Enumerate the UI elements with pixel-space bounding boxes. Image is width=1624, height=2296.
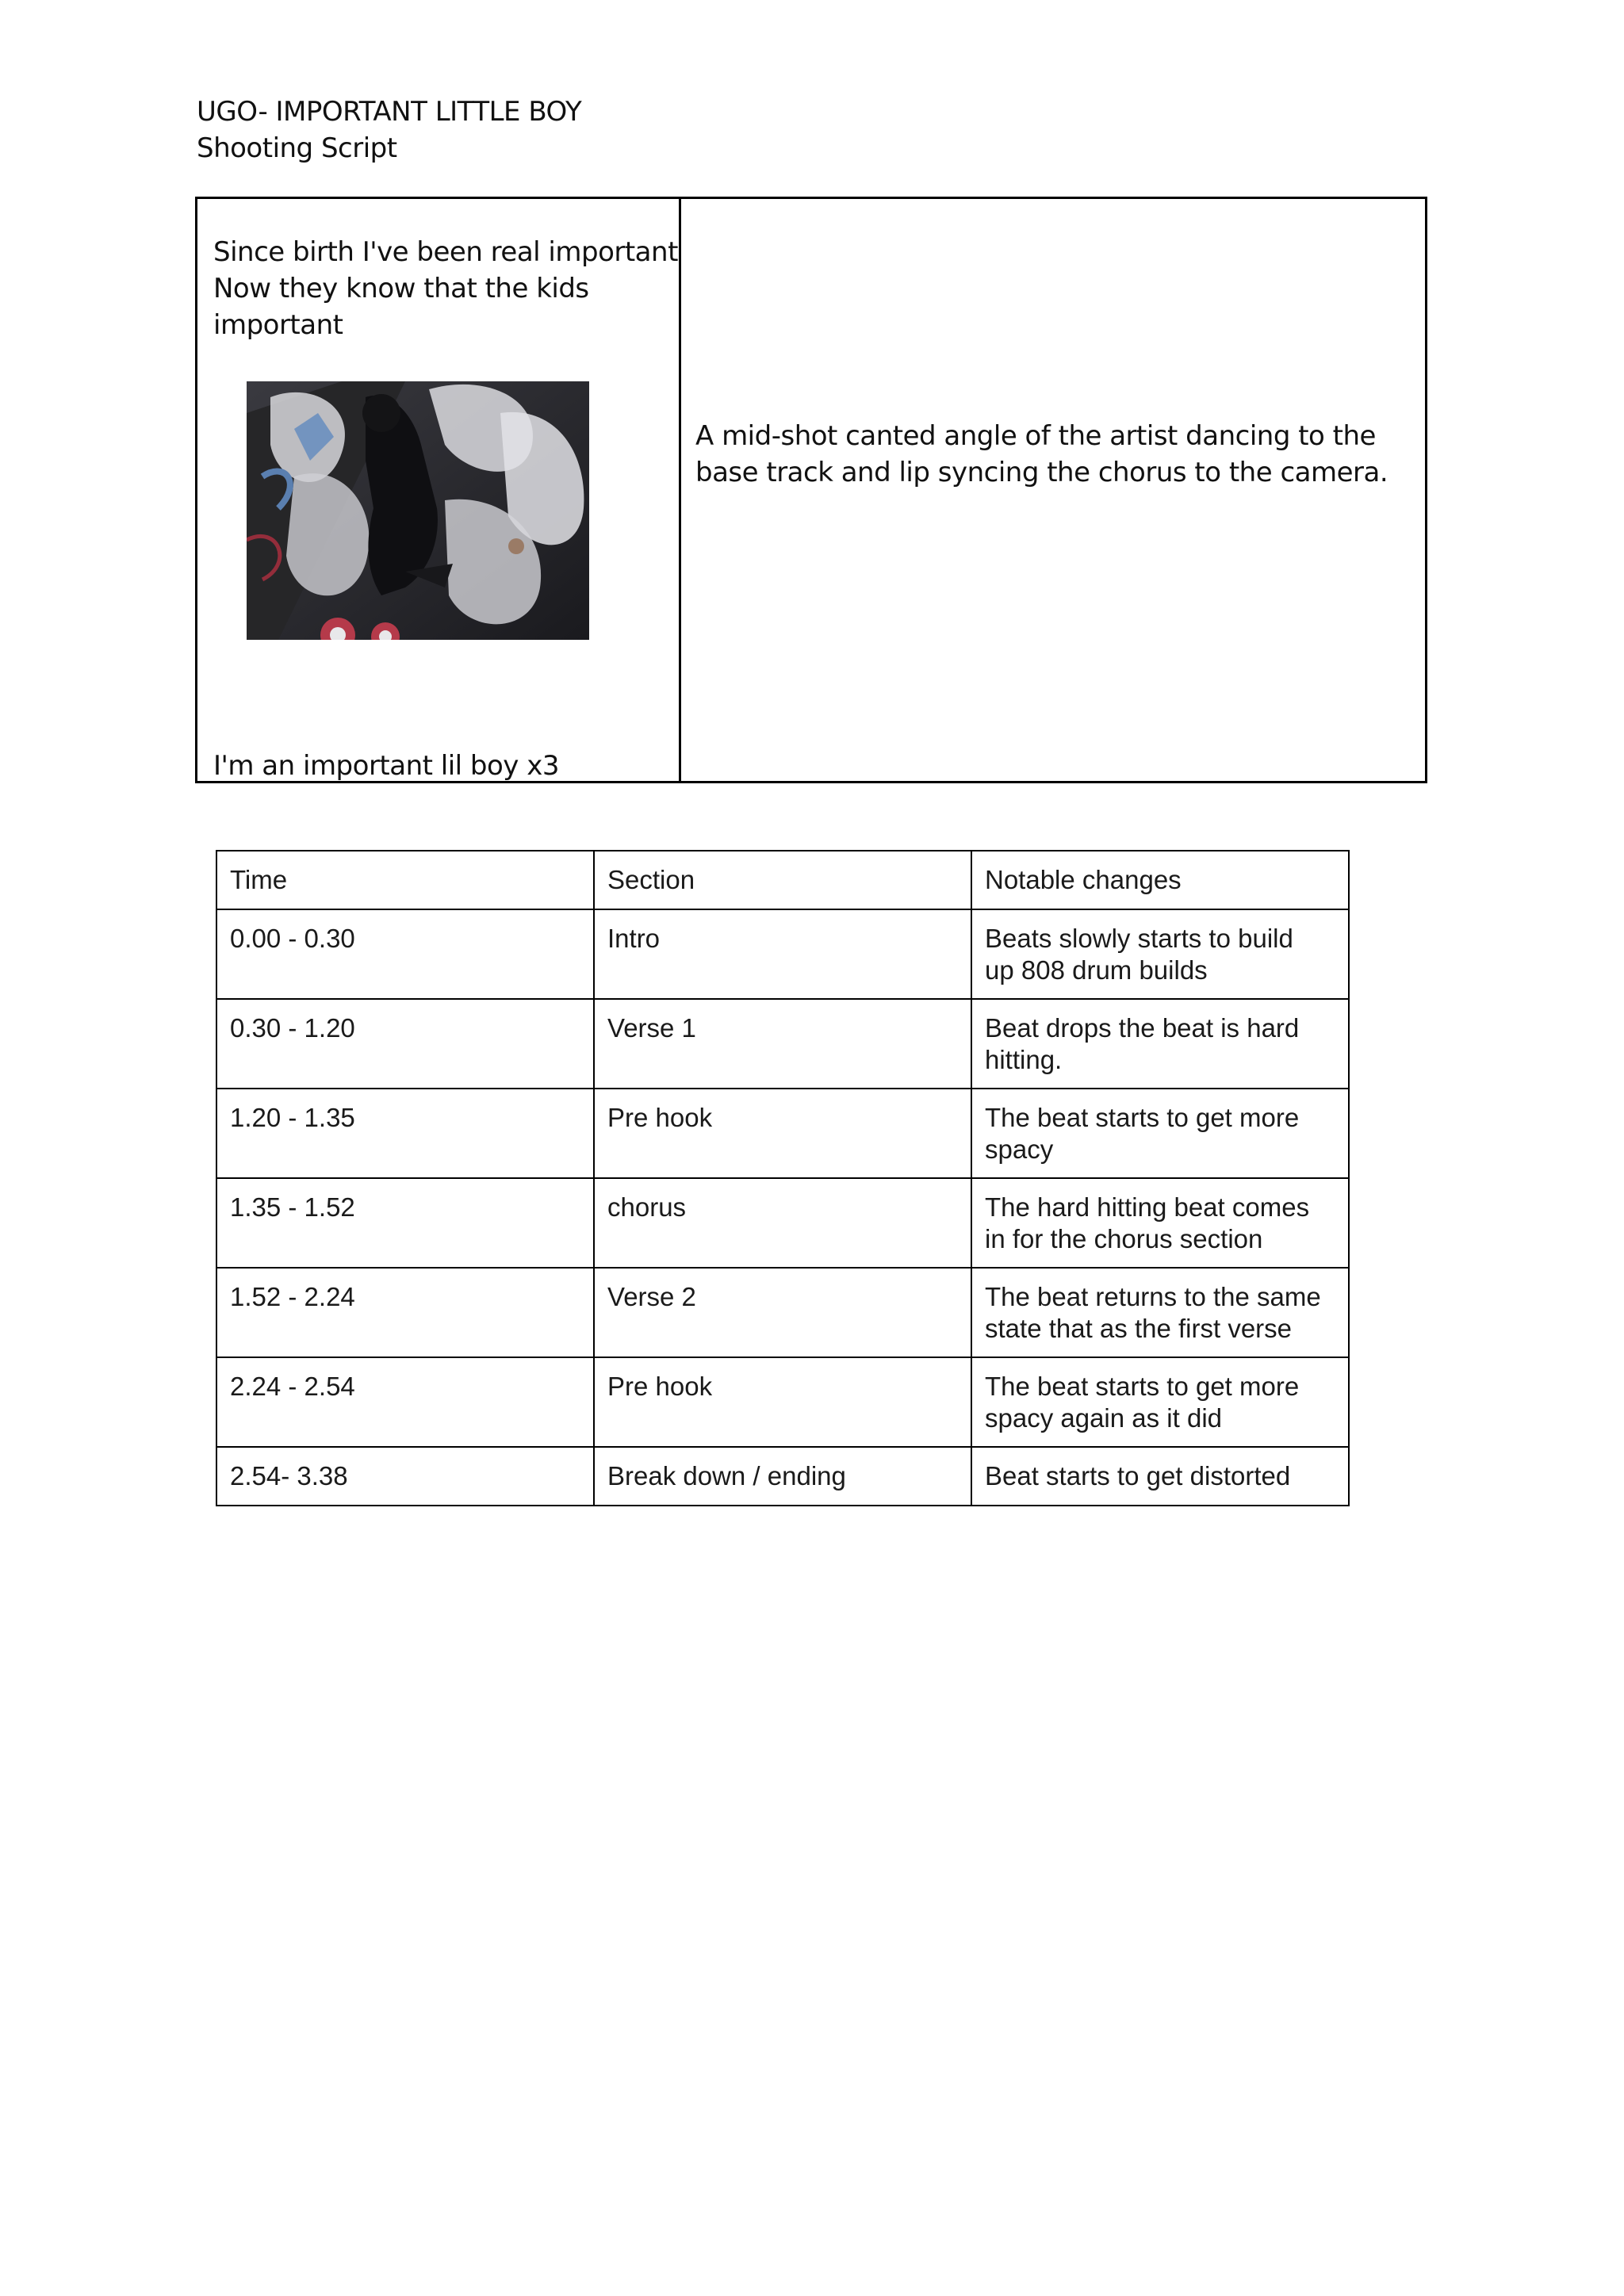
table-row: [216, 1357, 1349, 1447]
header-time: Time: [216, 851, 594, 909]
shot-panel: [195, 197, 1427, 783]
time-cell: 0.30 - 1.20: [216, 999, 594, 1089]
table-row: [216, 1089, 1349, 1178]
section-cell: Pre hook: [594, 1089, 971, 1178]
table-row: [216, 1268, 1349, 1357]
section-cell: Pre hook: [594, 1357, 971, 1447]
lyric-line: Now they know that the kids: [213, 273, 589, 304]
notes-line: The beat starts to get more: [985, 1103, 1300, 1132]
lyrics-top: [213, 234, 678, 343]
table-row: [216, 999, 1349, 1089]
notes-line: Beat drops the beat is hard: [985, 1013, 1300, 1043]
header-section: Section: [594, 851, 971, 909]
notes-cell: [971, 999, 1349, 1089]
section-cell: Verse 1: [594, 999, 971, 1089]
lyrics-cell: [197, 199, 681, 781]
time-cell: 2.54- 3.38: [216, 1447, 594, 1506]
table-row: [216, 1178, 1349, 1268]
song-structure-table: [216, 850, 1350, 1506]
notes-line: Beat starts to get distorted: [985, 1461, 1291, 1490]
time-cell: 1.52 - 2.24: [216, 1268, 594, 1357]
document-title: UGO- IMPORTANT LITTLE BOY: [197, 96, 582, 128]
notes-line: state that as the first verse: [985, 1314, 1293, 1343]
notes-line: hitting.: [985, 1045, 1063, 1074]
section-cell: Verse 2: [594, 1268, 971, 1357]
lyric-repeat: I'm an important lil boy x3: [213, 750, 559, 782]
notes-cell: [971, 1089, 1349, 1178]
time-cell: 1.20 - 1.35: [216, 1089, 594, 1178]
header-notable-changes: Notable changes: [971, 851, 1349, 909]
notes-line: spacy: [985, 1135, 1054, 1164]
notes-cell: [971, 1268, 1349, 1357]
shot-still-image: [247, 381, 589, 640]
notes-line: Beats slowly starts to build: [985, 924, 1293, 953]
time-cell: 2.24 - 2.54: [216, 1357, 594, 1447]
notes-line: spacy again as it did: [985, 1403, 1223, 1433]
document-subtitle: Shooting Script: [197, 132, 397, 164]
notes-cell: [971, 1178, 1349, 1268]
shot-direction: A mid-shot canted angle of the artist dancing to the base track and lip syncing the chorus to the camera.: [695, 420, 1388, 488]
section-cell: Break down / ending: [594, 1447, 971, 1506]
direction-cell: [681, 199, 1425, 781]
notes-line: in for the chorus section: [985, 1224, 1263, 1253]
notes-cell: [971, 1357, 1349, 1447]
time-cell: 1.35 - 1.52: [216, 1178, 594, 1268]
notes-cell: [971, 909, 1349, 999]
table-row: [216, 909, 1349, 999]
table-row: [216, 1447, 1349, 1506]
notes-line: The hard hitting beat comes: [985, 1192, 1310, 1222]
lyric-line: Since birth I've been real important: [213, 236, 678, 268]
notes-cell: [971, 1447, 1349, 1506]
table-header-row: [216, 851, 1349, 909]
notes-line: up 808 drum builds: [985, 955, 1208, 985]
section-cell: chorus: [594, 1178, 971, 1268]
notes-line: The beat starts to get more: [985, 1372, 1300, 1401]
lyric-line: important: [213, 309, 343, 341]
document-header: [197, 94, 581, 166]
time-cell: 0.00 - 0.30: [216, 909, 594, 999]
notes-line: The beat returns to the same: [985, 1282, 1321, 1311]
section-cell: Intro: [594, 909, 971, 999]
